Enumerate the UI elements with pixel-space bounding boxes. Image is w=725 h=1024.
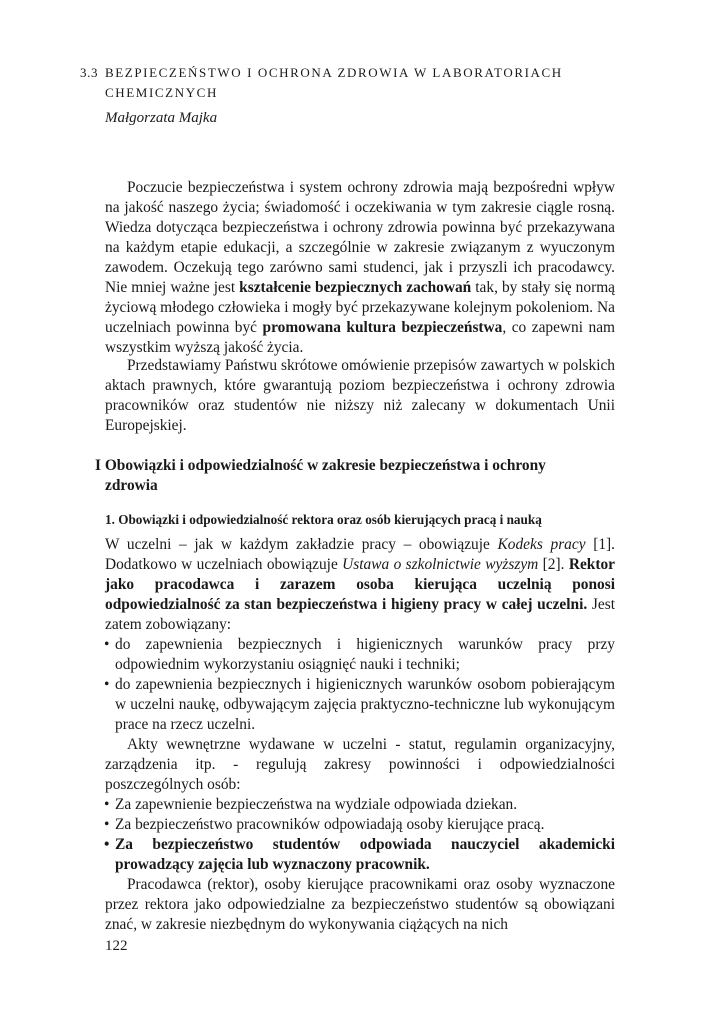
section-heading	[80, 63, 640, 103]
list-item	[105, 795, 615, 815]
emphasis-text: kształcenie bezpiecznych zachowań	[239, 279, 472, 296]
main-content	[105, 535, 615, 935]
list-item	[105, 835, 615, 875]
text-run: [1]. Dodatkowo w uczelniach obowiązuje	[105, 536, 615, 573]
chapter-title-line2: zdrowia	[105, 477, 158, 494]
subsection-title: 1. Obowiązki i odpowiedzialność rektora oraz osób kierujących pracą i nauką	[105, 512, 542, 527]
bullet-icon: •	[104, 816, 110, 833]
list-item-text: do zapewnienia bezpiecznych i higienicznych warunków pracy przy odpowiednim wykorzystaniu osiągnięć nauki i techniki;	[115, 636, 615, 673]
italic-text: Ustawa o szkolnictwie wyższym	[342, 556, 539, 573]
list-item	[105, 635, 615, 675]
text-run: , co zapewni nam wszystkim wyższą jakość życia.	[105, 319, 616, 356]
intro-paragraph-1	[105, 178, 615, 358]
list-item-text: Za bezpieczeństwo pracowników odpowiadają osoby kierujące pracą.	[115, 816, 545, 833]
section-title-line1: BEZPIECZEŃSTWO I OCHRONA ZDROWIA W LABORATORIACH	[105, 65, 563, 80]
chapter-title-line1: I Obowiązki i odpowiedzialność w zakresie bezpieczeństwa i ochrony	[95, 457, 546, 474]
chapter-title	[95, 456, 615, 496]
text-run: [2].	[538, 556, 569, 573]
emphasis-text: Rektor jako pracodawca i zarazem osoba kierująca uczelnią ponosi odpowiedzialność za stan bezpieczeństwa i higieny pracy w całej uczelni.	[105, 556, 615, 613]
intro-paragraph-2: Przedstawiamy Państwu skrótowe omówienie przepisów zawartych w polskich aktach prawnych, które gwarantują poziom bezpieczeństwa i ochrony zdrowia pracowników oraz studentów nie niższy niż zalecany w dokumentach Unii Europejskiej.	[105, 357, 615, 434]
bullet-icon: •	[104, 636, 110, 653]
page-number: 122	[105, 938, 128, 954]
bullet-icon: •	[104, 676, 110, 693]
paragraph-3	[105, 535, 615, 635]
section-title-line2: CHEMICZNYCH	[105, 85, 218, 100]
text-run: tak, by stały się normą życiową młodego człowieka i mogły być przekazywane kolejnym pokoleniom. Na uczelniach powinna być	[105, 279, 615, 336]
list-item	[105, 815, 615, 835]
text-run: W uczelni – jak w każdym zakładzie pracy – obowiązuje	[105, 536, 498, 553]
bullet-icon: •	[104, 796, 110, 813]
section-number: 3.3	[80, 65, 99, 80]
italic-text: Kodeks pracy	[497, 536, 586, 553]
author-name: Małgorzata Majka	[105, 110, 218, 126]
paragraph-4: Akty wewnętrzne wydawane w uczelni - statut, regulamin organizacyjny, zarządzenia itp. - regulują zakresy powinności i odpowiedzialności poszczególnych osób:	[105, 736, 615, 793]
emphasis-text: promowana kultura bezpieczeństwa	[262, 319, 503, 336]
bullet-icon: •	[104, 836, 110, 853]
list-item-text: do zapewnienia bezpiecznych i higienicznych warunków osobom pobierającym w uczelni naukę, odbywającym zajęcia praktyczno-techniczne lub wykonującym prace na rzecz uczelni.	[115, 676, 615, 733]
intro-block	[105, 178, 615, 358]
list-item-text: Za bezpieczeństwo studentów odpowiada nauczyciel akademicki prowadzący zajęcia lub wyznaczony pracownik.	[115, 836, 615, 873]
paragraph-5: Pracodawca (rektor), osoby kierujące pracownikami oraz osoby wyznaczone przez rektora jako odpowiedzialne za bezpieczeństwo studentów są obowiązani znać, w zakresie niezbędnym do wykonywania ciążących na nich	[105, 876, 615, 933]
list-item	[105, 675, 615, 735]
intro-block-2	[105, 356, 615, 436]
list-item-text: Za zapewnienie bezpieczeństwa na wydziale odpowiada dziekan.	[115, 796, 518, 813]
text-run: Poczucie bezpieczeństwa i system ochrony zdrowia mają bezpośredni wpływ na jakość naszego życia; świadomość i oczekiwania w tym zakresie ciągle rosną. Wiedza dotycząca bezpieczeństwa i ochrony zdrowia powinna być przekazywana na każdym etapie edukacji, a szczególnie w zakresie związanym z wyuczonym zawodem. Oczekują tego zarówno sami studenci, jak i przyszli ich pracodawcy. Nie mniej ważne jest	[105, 179, 615, 296]
text-run: Jest zatem zobowiązany:	[105, 596, 615, 633]
